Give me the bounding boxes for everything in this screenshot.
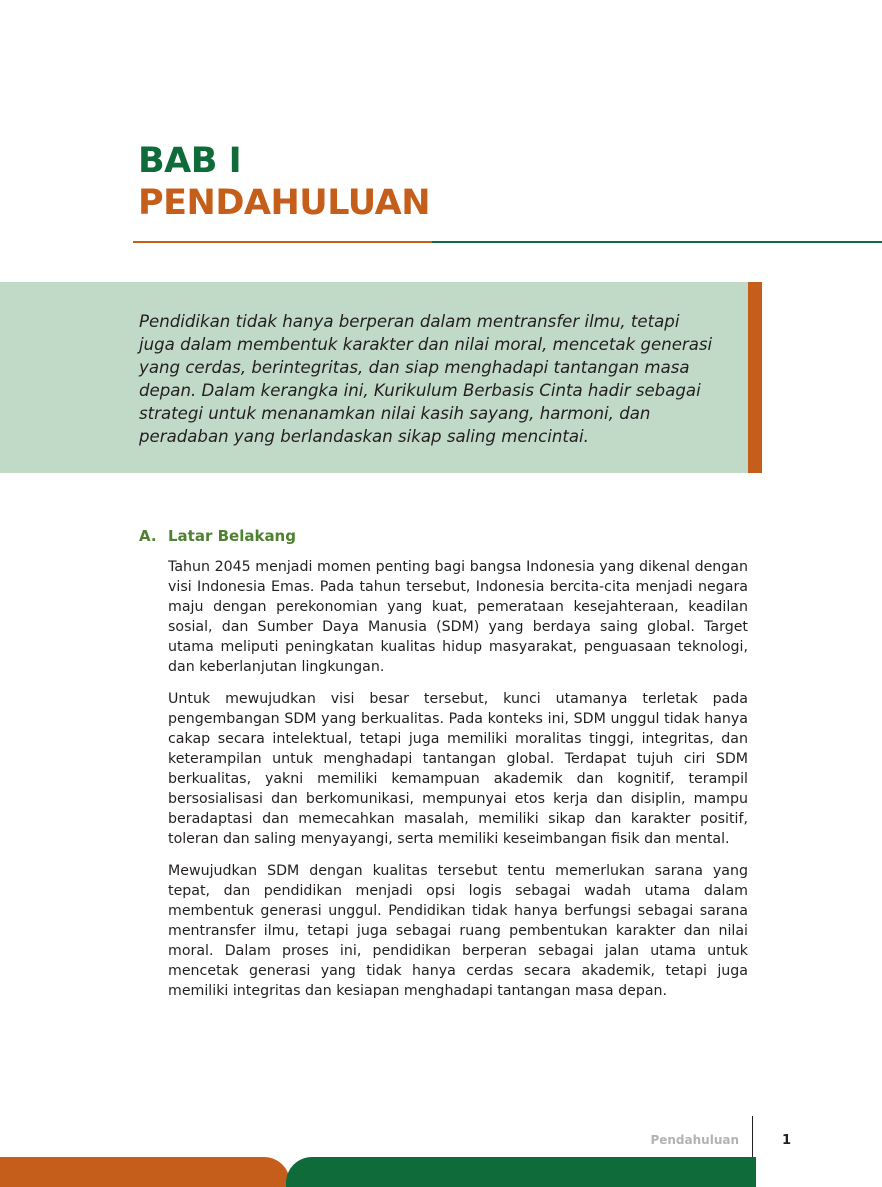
- body-paragraph: Untuk mewujudkan visi besar tersebut, kunci utamanya terletak pada pengembangan SDM yang berkualitas. Pada konteks ini, SDM unggul tidak hanya cakap secara intelektual, tetapi juga memiliki moralitas tinggi, integritas, dan keterampilan untuk menghadapi tantangan global. Terdapat tujuh ciri SDM berkualitas, yakni memiliki kemampuan akademik dan kognitif, terampil bersosialisasi dan berkomunikasi, mempunyai etos kerja dan disiplin, mampu beradaptasi dan memecahkan masalah, memiliki sikap dan karakter positif, toleran dan saling menyayangi, serta memiliki keseimbangan fisik dan mental.: [168, 691, 748, 847]
- chapter-heading: [138, 140, 430, 224]
- heading-rule-orange: [133, 241, 432, 243]
- heading-rule-green: [432, 241, 882, 243]
- footer-band-orange: [0, 1157, 290, 1187]
- intro-text: Pendidikan tidak hanya berperan dalam mentransfer ilmu, tetapi juga dalam membentuk karakter dan nilai moral, mencetak generasi yang cerdas, berintegritas, dan siap menghadapi tantangan masa depan. Dalam kerangka ini, Kurikulum Berbasis Cinta hadir sebagai strategi untuk menanamkan nilai kasih sayang, harmoni, dan peradaban yang berlandaskan sikap saling mencintai.: [139, 312, 713, 446]
- page-number: 1: [782, 1133, 792, 1148]
- body-paragraph: Tahun 2045 menjadi momen penting bagi bangsa Indonesia yang dikenal dengan visi Indonesia Emas. Pada tahun tersebut, Indonesia bercita-cita menjadi negara maju dengan perekonomian yang kuat, pemerataan kesejahteraan, keadilan sosial, dan Sumber Daya Manusia (SDM) yang berdaya saing global. Target utama meliputi peningkatan kualitas hidup masyarakat, penguasaan teknologi, dan keberlanjutan lingkungan.: [168, 559, 748, 675]
- section-heading: [139, 526, 296, 546]
- section-title: Latar Belakang: [168, 527, 296, 545]
- intro-accent-bar: [748, 282, 762, 473]
- section-body: [168, 557, 748, 1013]
- chapter-number: BAB I: [138, 141, 242, 181]
- section-letter: A.: [139, 527, 157, 545]
- chapter-title: PENDAHULUAN: [138, 183, 430, 223]
- footer-band-green: [286, 1157, 756, 1187]
- body-paragraph: Mewujudkan SDM dengan kualitas tersebut tentu memerlukan sarana yang tepat, dan pendidikan menjadi opsi logis sebagai wadah utama dalam membentuk generasi unggul. Pendidikan tidak hanya berfungsi sebagai sarana mentransfer ilmu, tetapi juga sebagai ruang pembentukan karakter dan nilai moral. Dalam proses ini, pendidikan berperan sebagai jalan utama untuk mencetak generasi yang tidak hanya cerdas secara akademik, tetapi juga memiliki integritas dan kesiapan menghadapi tantangan masa depan.: [168, 863, 748, 999]
- footer-chapter-label: Pendahuluan: [650, 1133, 739, 1147]
